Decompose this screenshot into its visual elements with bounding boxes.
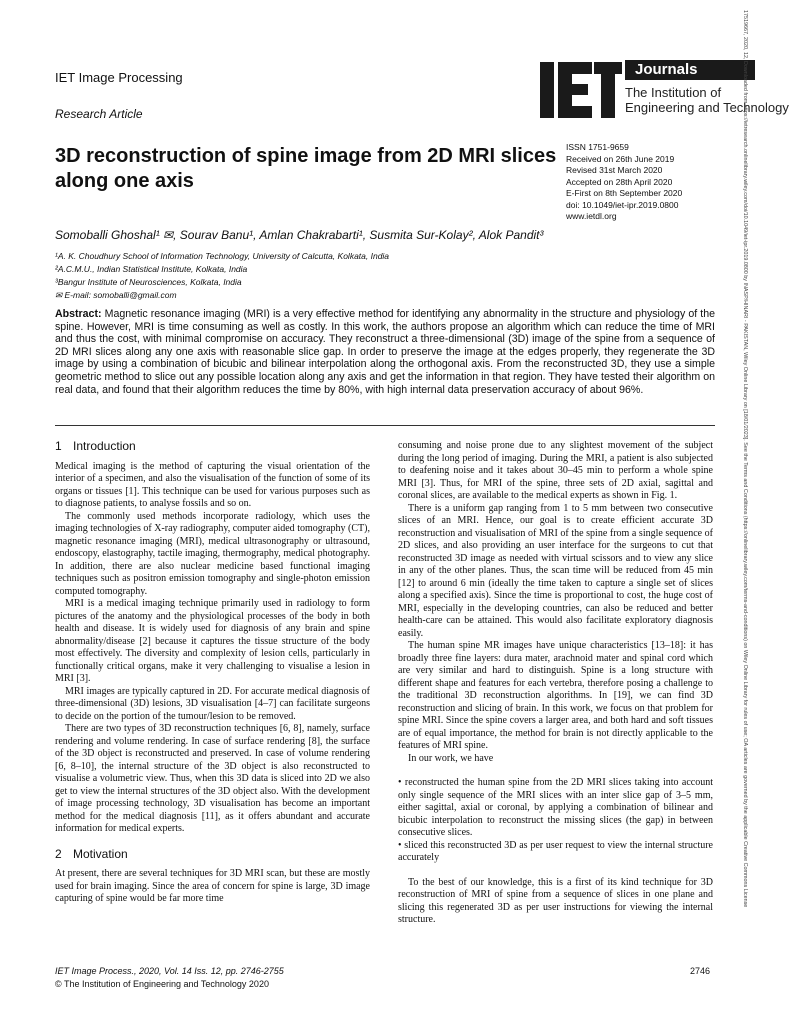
journal-name: IET Image Processing — [55, 70, 183, 85]
left-column — [55, 440, 370, 906]
footer-copyright: © The Institution of Engineering and Technology 2020 — [55, 979, 269, 989]
website[interactable]: www.ietdl.org — [566, 211, 617, 221]
motivation-paragraph: There is a uniform gap ranging from 1 to 5 mm between two consecutive slices of an MRI. Hence, our goal is to create efficient accurate 3D reconstruction and visualisation of MRI of the spine from a single sequence of 2D slices, and also providing an user interface for the surgeons to cut that reconstructed 3D image as needed with virtual scissors and to view any slice in any of the other planes. Thus, the scan time will be reduced from 45 min [12] to around 6 min (ideally the time taken to capture a single set of slices along a specified axis). Since the time is proportional to cost, the huge cost of MRI, especially in the developing countries, can also be reduced and better health-care can be attained. This would also facilitate exploratory diagnosis easily. — [398, 502, 713, 639]
motivation-paragraph: The human spine MR images have unique characteristics [13–18]: it has broadly three fine layers: dura mater, arachnoid mater and spinal cord which are very similar and hard to distinguish. Spine is a long structure with different shape and features for each vertebra, therefore posing a challenge to the traditional 3D reconstruction algorithms. In [19], we can find 3D reconstruction and slicing of brain. In this work, we focus on that problem for spine MRI. Since the spine covers a larger area, and both hard and soft tissues are of equal importance, the method for brain is not directly applicable to the features of MRI spine. — [398, 640, 713, 751]
article-type: Research Article — [55, 107, 143, 121]
author-list: Somoballi Ghoshal¹ ✉, Sourav Banu¹, Amlan Chakrabarti¹, Susmita Sur-Kolay², Alok Pandit³ — [55, 228, 544, 242]
intro-paragraph: MRI is a medical imaging technique primarily used in radiology to form pictures of the anatomy and the physiological processes of the body in both health and disease. It is widely used for diagnosis of any brain and spine abnormality/disease [2] because it captures the tissue structure of the body most effectively. The diversity and complexity of lesion cells, particularly in functionally critical organs, make it very challenging to visualise a lesion in MRI [3]. — [55, 598, 370, 684]
section-heading-introduction: 1 Introduction — [55, 439, 136, 453]
intro-paragraph: Medical imaging is the method of capturing the visual orientation of the interior of a specimen, and also the visualisation of the function of some of its organs or tissues [1]. This technique can be used for various purposes such as to diagnose patients, to analyse fossils and so on. — [55, 460, 370, 509]
contribution-bullet: • reconstructed the human spine from the 2D MRI slices taking into account only single sequence of the MRI slices with an inter slice gap of 3–5 mm, either sagittal, axial or coronal, by applying a combination of bilinear and bicubic interpolation to reconstruct the missing slices (the gap) in between consecutive slices. — [398, 777, 713, 838]
abstract-label: Abstract: — [55, 308, 102, 320]
abstract-text: Magnetic resonance imaging (MRI) is a very effective method for identifying any abnormality in the structure and physiology of the spine. However, MRI is time consuming as well as costly. In this work, the authors propose an algorithm which can reduce the time of MRI and thus the cost, with minimal compromise on accuracy. They reconstruct a three-dimensional (3D) image of the spine from a sequence of 2D MRI slices along any one axis with reasonable slice gap. In order to preserve the image at the edges properly, they regenerate the 3D image by using a combination of bicubic and bilinear interpolation along the orthogonal axis. From the reconstructed 3D, they use a simple geometric method to slice out any possible location along any axis and get the information in that region. They have tested their algorithm on real data, and found that their algorithm reduces the time by 80%, with high internal data preservation accuracy of about 96%. — [55, 308, 715, 396]
intro-paragraph: MRI images are typically captured in 2D. For accurate medical diagnosis of three-dimensional (3D) lesions, 3D visualisation [4–7] can facilitate surgeons to decide on the portion of the tumour/lesion to be removed. — [55, 685, 370, 722]
iet-logo — [540, 58, 789, 120]
closing-paragraph: To the best of our knowledge, this is a first of its kind technique for 3D reconstruction of MRI of spine from a sequence of slices in one plane and slicing this regenerated 3D as per user instructions for viewing the internal structure. — [398, 876, 713, 925]
abstract — [55, 308, 715, 396]
article-metadata — [566, 142, 682, 223]
motivation-paragraph: consuming and noise prone due to any slightest movement of the subject during the long period of imaging. During the MRI, a patient is also subjected to deafening noise and it takes about 30–45 min to perform a whole spine MRI [3]. Thus, for MRI of the spine, three sets of 2D axial, sagittal and coronal slices, are available to the medical experts as shown in Fig. 1. — [398, 440, 713, 501]
download-notice: 17519667, 2020, 12, Downloaded from https://ietresearch.onlinelibrary.wiley.com/doi/10.1049/iet-ipr.2019.0800 by INASP/HINARI - PAKISTAN, Wiley Online Library on [18/01/2023]. See the Terms and Conditions (https://onlinelibrary.wiley.com/terms-and-conditions) on Wiley Online Library for rules of use; OA articles are governed by the applicable Creative Commons License — [742, 10, 748, 908]
efirst-date: E-First on 8th September 2020 — [566, 188, 683, 198]
institution-name: The Institution of Engineering and Technology — [625, 85, 789, 115]
affiliation-2: ²A.C.M.U., Indian Statistical Institute, Kolkata, India — [55, 264, 248, 274]
page-number: 2746 — [690, 966, 711, 976]
contact-email[interactable]: ✉ E-mail: somoballi@gmail.com — [55, 290, 177, 300]
iet-logo-mark-icon — [540, 58, 622, 120]
revised-date: Revised 31st March 2020 — [566, 165, 663, 175]
footer-citation: IET Image Process., 2020, Vol. 14 Iss. 12, pp. 2746-2755 — [55, 966, 284, 976]
doi[interactable]: doi: 10.1049/iet-ipr.2019.0800 — [566, 199, 679, 210]
accepted-date: Accepted on 28th April 2020 — [566, 176, 673, 187]
article-title: 3D reconstruction of spine image from 2D MRI slices along one axis — [55, 145, 557, 192]
section-divider — [55, 425, 715, 426]
section-heading-motivation: 2 Motivation — [55, 846, 128, 861]
affiliation-1: ¹A. K. Choudhury School of Information Technology, University of Calcutta, Kolkata, India — [55, 251, 390, 261]
intro-paragraph: The commonly used methods incorporate radiology, which uses the imaging technologies of X-ray radiography, computer aided tomography (CT), magnetic resonance imaging (MRI), medical ultrasonography or ultrasound, endoscopy, elastography, tactile imaging, thermography, medical photography. In addition, there are also nuclear medicine based functional imaging techniques such as positron emission tomography and single-photon emission computed tomography. — [55, 510, 370, 597]
right-column — [398, 440, 713, 927]
affiliation-3: ³Bangur Institute of Neurosciences, Kolkata, India — [55, 277, 242, 287]
issn: ISSN 1751-9659 — [566, 142, 629, 152]
download-sidebar — [738, 10, 750, 1010]
received-date: Received on 26th June 2019 — [566, 153, 675, 164]
motivation-paragraph: In our work, we have — [408, 752, 494, 764]
intro-paragraph: There are two types of 3D reconstruction techniques [6, 8], namely, surface rendering and volume rendering. In case of surface rendering [8], the surface of the 3D object is reconstructed and preserved. In case of volume rendering [6, 8–10], the internal structure of the 3D object is also reconstructed to visualise a volumetric view. Thus, when this 3D data is sliced into 2D we also get to view the internal structures of the 3D object also. With the development of image processing technology, 3D visualisation has become an important method for the medical diagnosis [11], as it offers abundant and accurate information for medical experts. — [55, 723, 370, 834]
motivation-paragraph: At present, there are several techniques for 3D MRI scan, but these are mostly used for brain imaging. Since the area of concern for spine is large, 3D image capturing of spine would be far more time — [55, 868, 370, 904]
contribution-bullet: • sliced this reconstructed 3D as per user request to view the internal structure accurately — [398, 839, 713, 863]
affiliations — [55, 250, 389, 302]
journals-label: Journals — [625, 60, 755, 80]
